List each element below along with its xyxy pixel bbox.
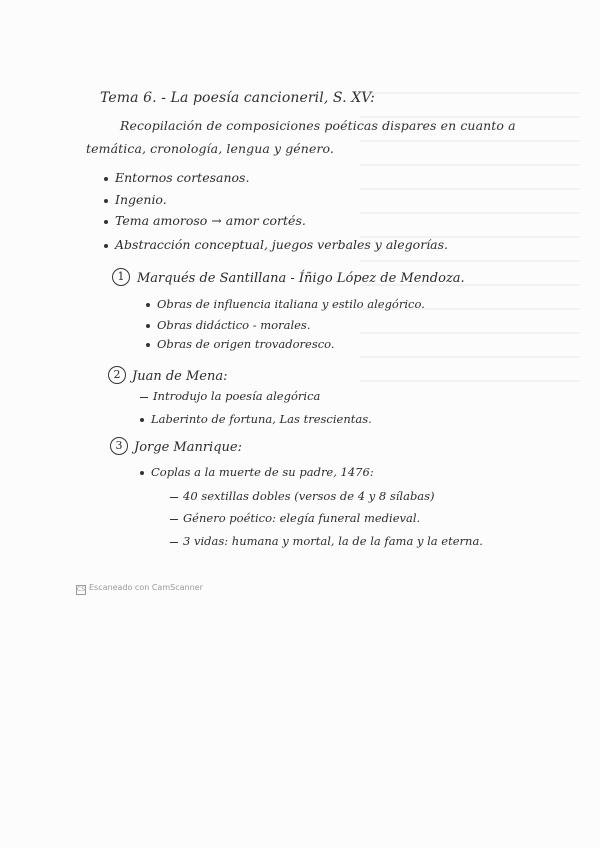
dash-icon [170,497,178,498]
bullet-item: Abstracción conceptual, juegos verbales y alegorías. [104,237,448,252]
section-number-circle: 3 [110,437,128,455]
section-subitem: 3 vidas: humana y mortal, la de la fama y la eterna. [170,534,483,548]
section-item: Introdujo la poesía alegórica [140,389,320,403]
bullet-dot-icon [104,244,108,248]
bullet-dot-icon [140,471,144,475]
intro-line-2: temática, cronología, lengua y género. [86,141,335,156]
page-title: Tema 6. - La poesía cancioneril, S. XV: [100,90,375,106]
bullet-item: Tema amoroso → amor cortés. [104,213,306,228]
section-number-circle: 2 [108,366,126,384]
section-item: Coplas a la muerte de su padre, 1476: [140,465,374,479]
camscanner-icon: CS [77,586,85,593]
intro-line-1: Recopilación de composiciones poéticas dispares en cuanto a [120,118,516,133]
dash-icon [170,542,178,543]
bullet-dot-icon [140,418,144,422]
section-item: Laberinto de fortuna, Las trescientas. [140,412,372,426]
scanner-watermark: CS Escaneado con CamScanner [77,583,203,593]
section-item: Obras didáctico - morales. [146,318,310,332]
section-title: Juan de Mena: [132,369,228,384]
section-subitem: Género poético: elegía funeral medieval. [170,511,420,525]
bullet-item: Ingenio. [104,192,167,207]
dash-icon [140,397,148,398]
bullet-dot-icon [104,177,108,181]
dash-icon [170,519,178,520]
bullet-dot-icon [146,303,150,307]
bullet-dot-icon [104,199,108,203]
bullet-dot-icon [104,220,108,224]
section-item: Obras de origen trovadoresco. [146,337,335,351]
bullet-dot-icon [146,324,150,328]
section-number-circle: 1 [112,268,130,286]
section-item: Obras de influencia italiana y estilo alegórico. [146,297,425,311]
section-subitem: 40 sextillas dobles (versos de 4 y 8 sílabas) [170,489,435,503]
section-title: Jorge Manrique: [134,440,242,455]
bullet-item: Entornos cortesanos. [104,170,249,185]
bullet-dot-icon [146,343,150,347]
section-title: Marqués de Santillana - Íñigo López de Mendoza. [137,271,465,286]
